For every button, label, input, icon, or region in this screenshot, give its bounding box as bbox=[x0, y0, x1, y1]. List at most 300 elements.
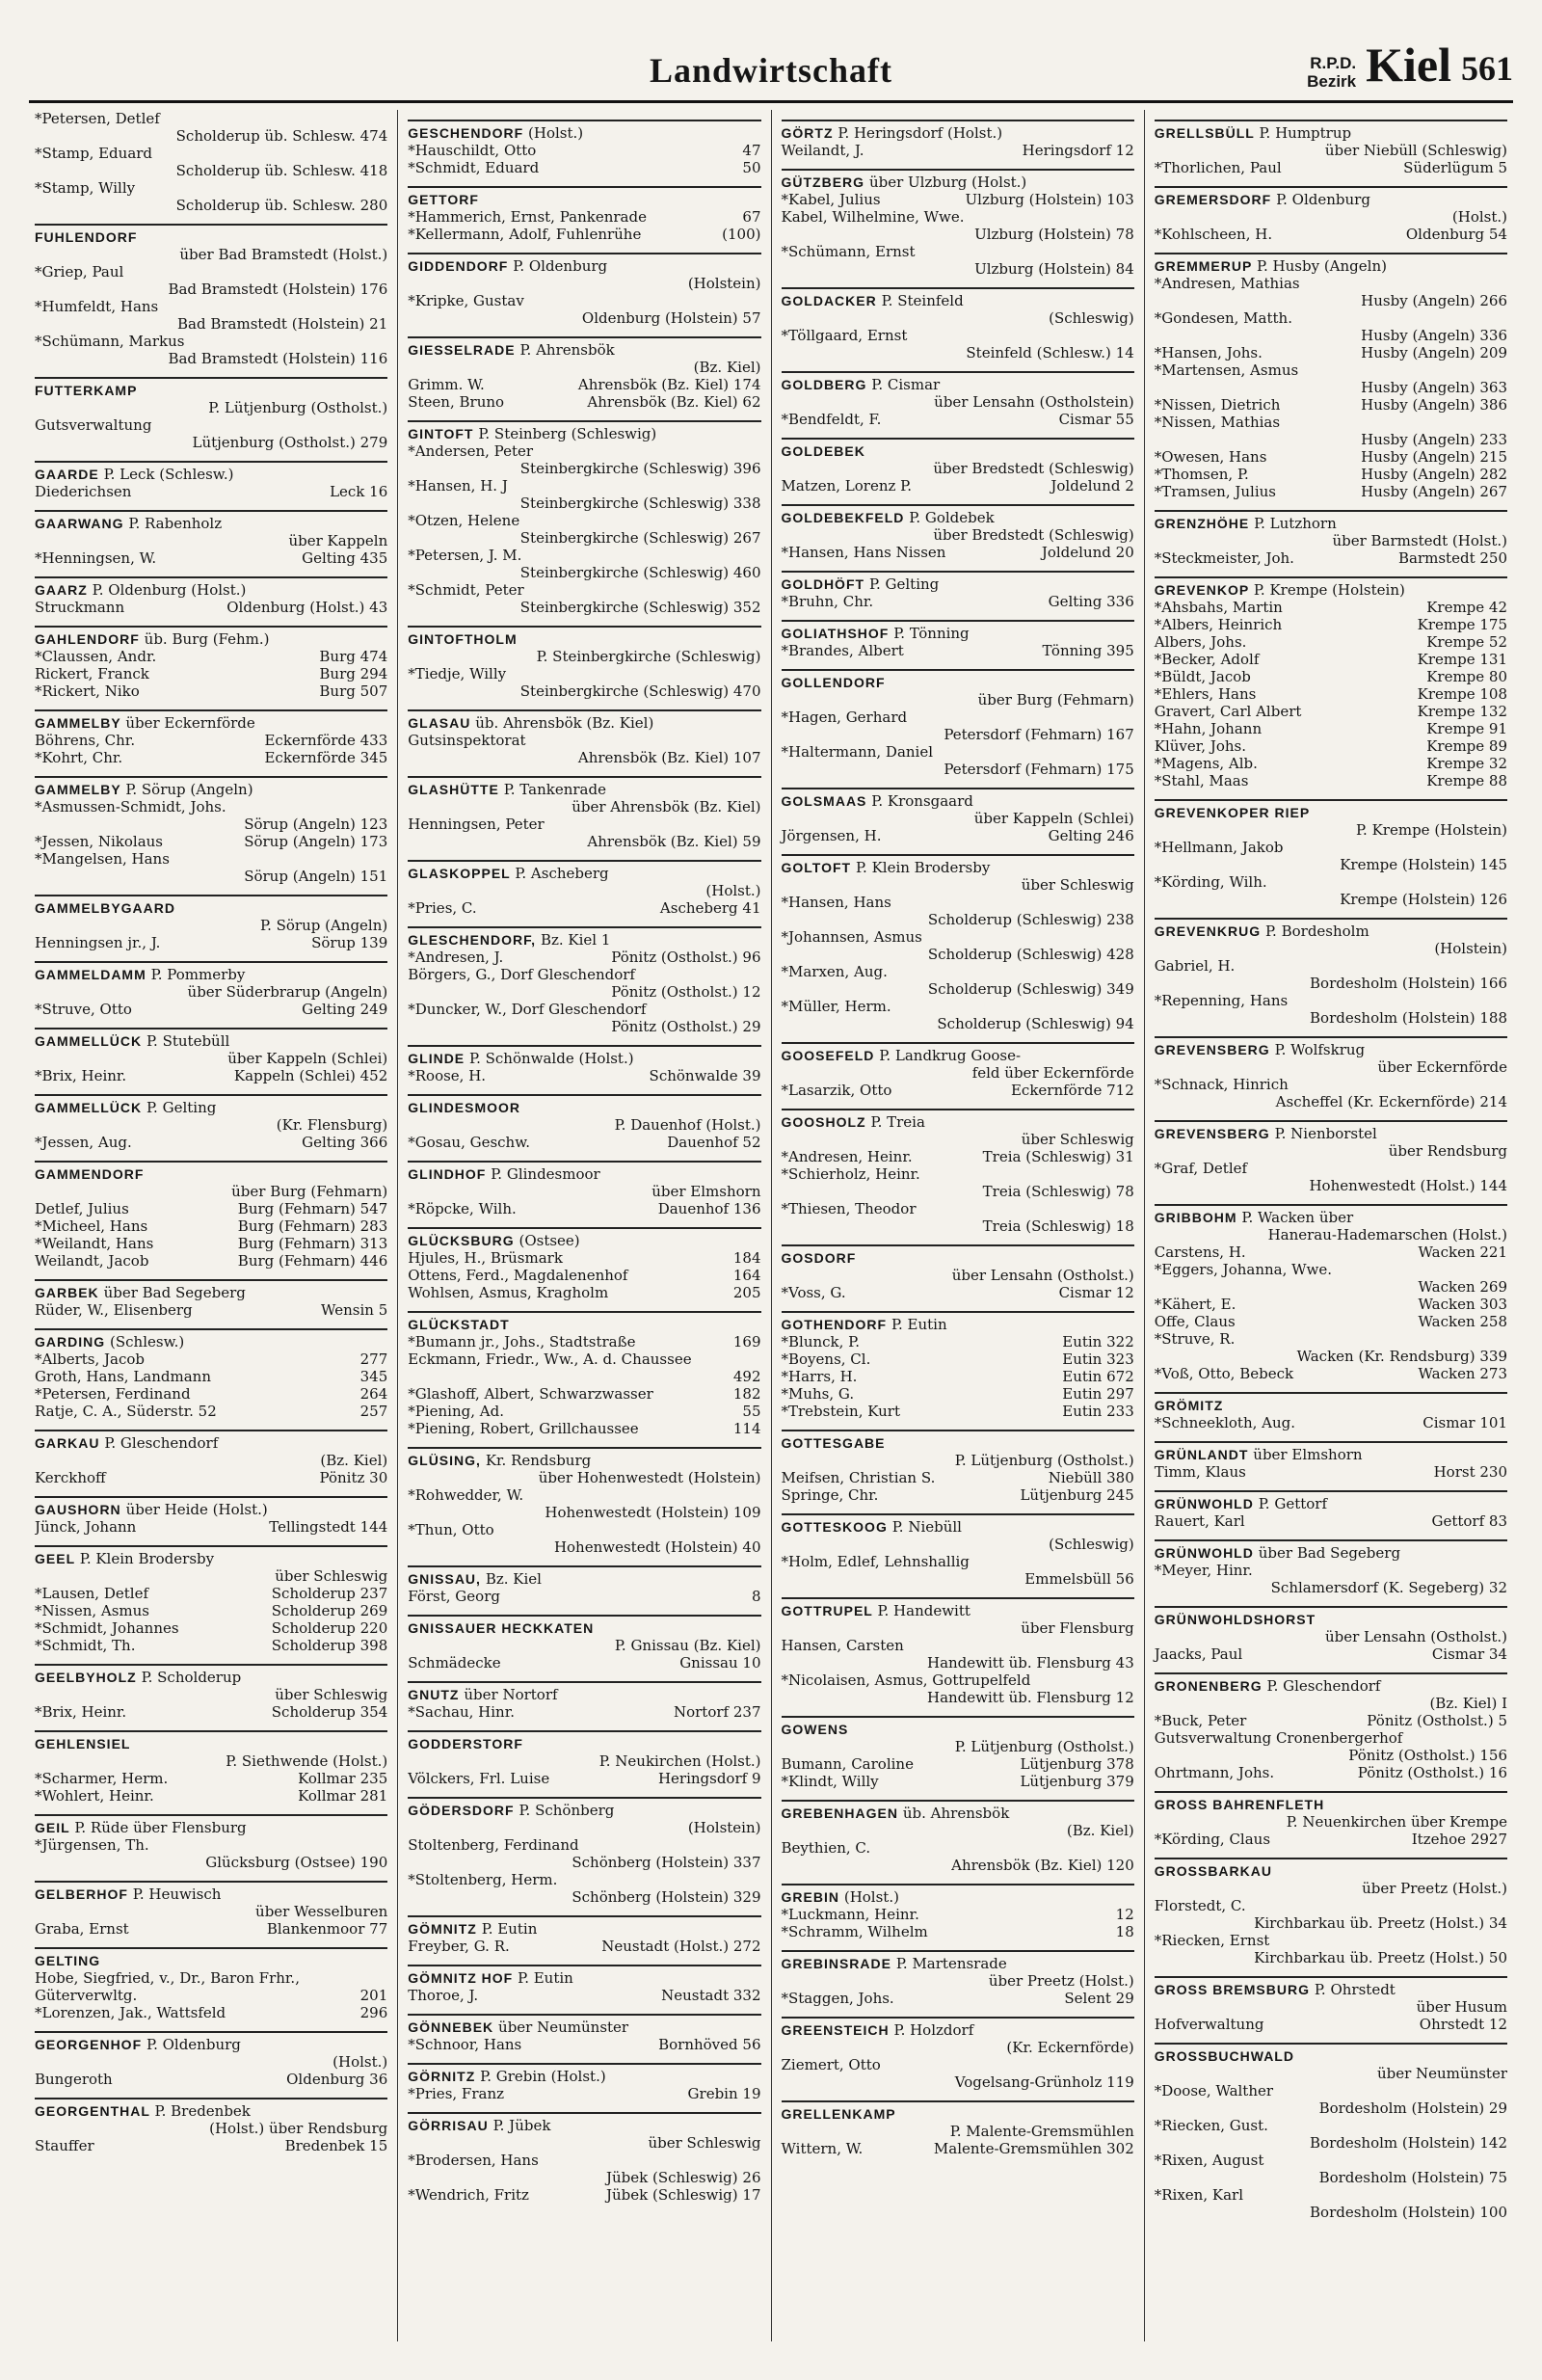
entry-location: über Lensahn (Ostholst.) bbox=[951, 1267, 1134, 1284]
entry-phone: Eutin 233 bbox=[1062, 1403, 1134, 1420]
directory-entry bbox=[408, 899, 760, 917]
place-postal: P. Humptrup bbox=[1259, 124, 1352, 142]
place-name: GÖNNEBEK bbox=[408, 2019, 494, 2035]
entry-location: über Lensahn (Ostholst.) bbox=[1324, 1628, 1507, 1645]
entry-phone: Malente-Gremsmühlen 302 bbox=[933, 2140, 1134, 2157]
header-bezirk: Bezirk bbox=[1307, 72, 1357, 91]
place-postal: P. Oldenburg bbox=[513, 257, 608, 275]
entry-name: Diederichsen bbox=[35, 483, 132, 500]
entry-location: P. Sörup (Angeln) bbox=[260, 917, 388, 934]
entry-location: Emmelsbüll 56 bbox=[1024, 1570, 1134, 1588]
entry-name: *Struve, Otto bbox=[35, 1001, 132, 1018]
directory-entry bbox=[782, 1333, 1134, 1350]
place-postal: üb. Burg (Fehm.) bbox=[144, 630, 270, 648]
entry-name: *Hagen, Gerhard bbox=[781, 709, 908, 726]
entry-name: *Scharmer, Herm. bbox=[35, 1770, 169, 1787]
entry-phone: Scholderup 398 bbox=[271, 1637, 388, 1654]
entry-location: Glücksburg (Ostsee) 190 bbox=[205, 1854, 388, 1871]
header-city: Kiel bbox=[1366, 38, 1451, 92]
place-heading bbox=[1155, 576, 1507, 599]
entry-name: *Kabel, Julius bbox=[781, 191, 881, 208]
place-name: GREBIN bbox=[781, 1889, 839, 1905]
entry-phone: Scholderup 269 bbox=[271, 1602, 388, 1619]
entry-location: über Schleswig bbox=[275, 1567, 388, 1585]
entry-phone: 67 bbox=[742, 208, 761, 226]
place-name: GAMMELLÜCK bbox=[35, 1100, 143, 1115]
entry-name: Rauert, Karl bbox=[1154, 1512, 1245, 1530]
entry-name: *Piening, Ad. bbox=[408, 1403, 504, 1420]
page-header bbox=[29, 39, 1513, 106]
entry-location: Wacken (Kr. Rendsburg) 339 bbox=[1296, 1348, 1507, 1365]
directory-entry bbox=[35, 2071, 387, 2088]
entry-name: Ziemert, Otto bbox=[781, 2056, 881, 2073]
place-name: GOLSMAAS bbox=[781, 793, 867, 809]
entry-phone: Gelting 435 bbox=[302, 549, 388, 567]
directory-entry bbox=[408, 376, 760, 393]
place-name: GREMMERUP bbox=[1154, 258, 1253, 274]
entry-location: über Husum bbox=[1416, 1998, 1507, 2016]
entry-location: über Wesselburen bbox=[255, 1903, 388, 1920]
directory-entry bbox=[35, 416, 387, 434]
directory-entry bbox=[408, 1001, 760, 1018]
entry-name: Ohrtmann, Johs. bbox=[1154, 1764, 1275, 1781]
entry-phone: 12 bbox=[1115, 1906, 1134, 1923]
place-postal: P. Cismar bbox=[871, 376, 941, 393]
entry-location: Schönberg (Holstein) 337 bbox=[572, 1854, 761, 1871]
entry-location: Sörup (Angeln) 123 bbox=[244, 816, 388, 833]
place-name: GNISSAU, bbox=[408, 1571, 481, 1587]
directory-entry bbox=[782, 593, 1134, 610]
entry-name: Völckers, Frl. Luise bbox=[408, 1770, 550, 1787]
place-heading bbox=[35, 961, 387, 983]
place-name: GEEL bbox=[35, 1551, 75, 1566]
place-postal: P. Treia bbox=[870, 1113, 925, 1131]
entry-name: *Buck, Peter bbox=[1154, 1712, 1247, 1729]
place-heading bbox=[35, 709, 387, 732]
directory-entry bbox=[408, 159, 760, 176]
entry-phone: Dauenhof 52 bbox=[667, 1134, 761, 1151]
entry-location: über Preetz (Holst.) bbox=[988, 1972, 1134, 1990]
entry-location: Hohenwestedt (Holst.) 144 bbox=[1309, 1177, 1507, 1194]
entry-name: *Harrs, H. bbox=[781, 1368, 858, 1385]
directory-entry bbox=[1155, 703, 1507, 720]
entry-phone: Tönning 395 bbox=[1042, 642, 1134, 659]
place-postal: P. Rüde über Flensburg bbox=[74, 1819, 247, 1836]
entry-location: Steinbergkirche (Schleswig) 352 bbox=[519, 599, 761, 616]
entry-name: Eckmann, Friedr., Ww., A. d. Chaussee bbox=[408, 1350, 692, 1368]
entry-name: *Rixen, August bbox=[1154, 2152, 1264, 2169]
header-rpd: R.P.D. bbox=[1310, 54, 1357, 72]
directory-entry bbox=[408, 1987, 760, 2004]
entry-phone: 257 bbox=[359, 1403, 388, 1420]
place-heading bbox=[35, 776, 387, 798]
directory-entry bbox=[1155, 275, 1507, 292]
entry-location: (Bz. Kiel) bbox=[1066, 1822, 1134, 1839]
entry-name: *Körding, Wilh. bbox=[1154, 873, 1267, 891]
entry-name: Florstedt, C. bbox=[1154, 1897, 1246, 1914]
entry-location: P. Dauenhof (Holst.) bbox=[614, 1116, 761, 1134]
entry-phone: Krempe 89 bbox=[1426, 737, 1507, 755]
entry-name: *Pries, C. bbox=[408, 899, 477, 917]
place-heading bbox=[1155, 1791, 1507, 1813]
entry-location: über Schleswig bbox=[275, 1686, 388, 1703]
place-name: GROSS BREMSBURG bbox=[1154, 1982, 1310, 1997]
place-name: GLESCHENDORF, bbox=[408, 932, 537, 948]
entry-name: *Schierholz, Heinr. bbox=[781, 1165, 920, 1183]
place-heading bbox=[35, 1279, 387, 1301]
entry-phone: Wacken 303 bbox=[1418, 1296, 1507, 1313]
directory-entry bbox=[35, 749, 387, 766]
entry-phone: Lütjenburg 245 bbox=[1020, 1486, 1134, 1504]
entry-name: Jünck, Johann bbox=[35, 1518, 137, 1536]
entry-name: Hofverwaltung bbox=[1154, 2016, 1264, 2033]
directory-entry bbox=[1155, 1243, 1507, 1261]
place-name: GOLDHÖFT bbox=[781, 576, 865, 592]
entry-name: *Bruhn, Chr. bbox=[781, 593, 874, 610]
entry-location: P. Krempe (Holstein) bbox=[1356, 821, 1507, 839]
place-postal: P. Klein Brodersby bbox=[79, 1550, 215, 1567]
entry-phone: Heringsdorf 12 bbox=[1022, 142, 1134, 159]
entry-location: über Kappeln (Schlei) bbox=[227, 1050, 388, 1067]
directory-entry bbox=[1155, 226, 1507, 243]
place-name: GAMMELBY bbox=[35, 782, 121, 797]
directory-entry bbox=[782, 1755, 1134, 1773]
entry-name: *Wohlert, Heinr. bbox=[35, 1787, 154, 1805]
directory-entry bbox=[35, 1301, 387, 1319]
directory-entry bbox=[35, 599, 387, 616]
entry-name: *Hansen, Johs. bbox=[1154, 344, 1263, 361]
entry-name: *Schmidt, Th. bbox=[35, 1637, 136, 1654]
entry-phone: Krempe 131 bbox=[1417, 651, 1507, 668]
entry-phone: 264 bbox=[359, 1385, 388, 1403]
entry-phone: 18 bbox=[1115, 1923, 1134, 1940]
directory-entry bbox=[1155, 1932, 1507, 1949]
directory-entry bbox=[35, 483, 387, 500]
entry-location: über Preetz (Holst.) bbox=[1362, 1880, 1507, 1897]
place-heading bbox=[35, 1947, 387, 1969]
entry-name: Freyber, G. R. bbox=[408, 1938, 510, 1955]
place-name: GROSSBARKAU bbox=[1154, 1863, 1272, 1879]
directory-entry bbox=[408, 2036, 760, 2053]
place-name: GLINDESMOOR bbox=[408, 1100, 521, 1115]
directory-entry bbox=[35, 263, 387, 281]
directory-entry bbox=[1155, 668, 1507, 685]
place-heading bbox=[782, 620, 1134, 642]
entry-phone: Selent 29 bbox=[1064, 1990, 1134, 2007]
directory-entry bbox=[35, 1252, 387, 1270]
entry-phone: Gelting 366 bbox=[302, 1134, 388, 1151]
directory-entry bbox=[1155, 1645, 1507, 1663]
entry-name: *Steckmeister, Joh. bbox=[1154, 549, 1294, 567]
entry-phone: Burg 474 bbox=[319, 648, 388, 665]
directory-entry bbox=[782, 1839, 1134, 1857]
directory-entry bbox=[782, 743, 1134, 761]
entry-phone: Cismar 12 bbox=[1058, 1284, 1134, 1301]
entry-name: Gravert, Carl Albert bbox=[1154, 703, 1302, 720]
entry-name: *Töllgaard, Ernst bbox=[781, 327, 908, 344]
place-postal: P. Glindesmoor bbox=[491, 1165, 600, 1183]
directory-entry bbox=[408, 949, 760, 966]
entry-phone: Ulzburg (Holstein) 103 bbox=[965, 191, 1134, 208]
entry-name: Meifsen, Christian S. bbox=[781, 1469, 936, 1486]
directory-entry bbox=[408, 1521, 760, 1538]
entry-location: Pönitz (Ostholst.) 12 bbox=[611, 983, 761, 1001]
entry-location: Ulzburg (Holstein) 78 bbox=[974, 226, 1134, 243]
place-name: GÖMNITZ bbox=[408, 1921, 477, 1937]
entry-phone: Kappeln (Schlei) 452 bbox=[233, 1067, 388, 1084]
directory-entry bbox=[1155, 957, 1507, 975]
entry-name: *Humfeldt, Hans bbox=[35, 298, 159, 315]
entry-location: P. Malente-Gremsmühlen bbox=[949, 2123, 1134, 2140]
entry-location: (Bz. Kiel) I bbox=[1429, 1695, 1507, 1712]
entry-phone: Eutin 672 bbox=[1062, 1368, 1134, 1385]
entry-location: Jübek (Schleswig) 26 bbox=[605, 2169, 761, 2186]
entry-name: Börgers, G., Dorf Gleschendorf bbox=[408, 966, 635, 983]
directory-entry bbox=[1155, 2152, 1507, 2169]
place-postal: über Bad Segeberg bbox=[103, 1284, 246, 1301]
entry-phone: Tellingstedt 144 bbox=[269, 1518, 388, 1536]
directory-entry bbox=[782, 1385, 1134, 1403]
place-heading bbox=[35, 1430, 387, 1452]
entry-name: Beythien, C. bbox=[781, 1839, 871, 1857]
entry-phone: 184 bbox=[732, 1249, 761, 1267]
place-postal: P. Schönberg bbox=[518, 1802, 615, 1819]
entry-name: *Petersen, J. M. bbox=[408, 547, 522, 564]
entry-phone: Burg (Fehmarn) 283 bbox=[237, 1217, 388, 1235]
entry-location: Ahrensbök (Bz. Kiel) 107 bbox=[577, 749, 761, 766]
entry-name: Thoroe, J. bbox=[408, 1987, 479, 2004]
directory-entry bbox=[35, 1770, 387, 1787]
entry-name: *Lasarzik, Otto bbox=[781, 1082, 892, 1099]
entry-phone: Gelting 246 bbox=[1048, 827, 1134, 844]
entry-location: (Holstein) bbox=[687, 275, 761, 292]
entry-location: Bad Bramstedt (Holstein) 116 bbox=[168, 350, 388, 367]
entry-name: *Schnoor, Hans bbox=[408, 2036, 522, 2053]
place-postal: P. Wacken über bbox=[1241, 1209, 1354, 1226]
place-heading bbox=[35, 224, 387, 246]
directory-entry bbox=[408, 477, 760, 495]
place-heading bbox=[782, 669, 1134, 691]
directory-entry bbox=[1155, 309, 1507, 327]
entry-phone: Eckernförde 712 bbox=[1010, 1082, 1134, 1099]
entry-phone: Krempe 91 bbox=[1426, 720, 1507, 737]
directory-entry bbox=[408, 1420, 760, 1437]
entry-phone: Husby (Angeln) 215 bbox=[1361, 448, 1507, 466]
directory-entry bbox=[408, 1588, 760, 1605]
entry-name: *Becker, Adolf bbox=[1154, 651, 1260, 668]
entry-phone: Nortorf 237 bbox=[673, 1703, 761, 1721]
header-region bbox=[1307, 39, 1513, 91]
directory-entry bbox=[408, 442, 760, 460]
directory-entry bbox=[1155, 1414, 1507, 1431]
entry-location: Scholderup üb. Schlesw. 474 bbox=[175, 127, 388, 145]
entry-name: *Schümann, Ernst bbox=[781, 243, 916, 260]
entry-name: *Gosau, Geschw. bbox=[408, 1134, 531, 1151]
entry-location: Steinbergkirche (Schleswig) 470 bbox=[519, 682, 761, 700]
place-heading bbox=[782, 1597, 1134, 1619]
entry-phone: Cismar 101 bbox=[1422, 1414, 1507, 1431]
place-name: GOTTESKOOG bbox=[781, 1519, 888, 1535]
entry-name: Matzen, Lorenz P. bbox=[781, 477, 912, 495]
directory-entry bbox=[1155, 1076, 1507, 1093]
entry-phone: Cismar 34 bbox=[1431, 1645, 1507, 1663]
place-name: GOLDACKER bbox=[781, 293, 877, 308]
entry-phone: Leck 16 bbox=[330, 483, 388, 500]
entry-location: über Bredstedt (Schleswig) bbox=[933, 526, 1134, 544]
entry-name: *Boyens, Cl. bbox=[781, 1350, 871, 1368]
entry-name: *Büldt, Jacob bbox=[1154, 668, 1251, 685]
directory-entry bbox=[408, 2085, 760, 2102]
place-heading bbox=[408, 253, 760, 275]
entry-phone: 50 bbox=[742, 159, 761, 176]
entry-phone: Gelting 336 bbox=[1048, 593, 1134, 610]
entry-phone: Eutin 297 bbox=[1062, 1385, 1134, 1403]
place-name: GOLLENDORF bbox=[781, 675, 886, 690]
entry-location: Husby (Angeln) 233 bbox=[1361, 431, 1507, 448]
directory-entry bbox=[408, 1654, 760, 1671]
directory-entry bbox=[408, 142, 760, 159]
place-name: GÜTZBERG bbox=[781, 174, 865, 190]
place-heading bbox=[782, 1042, 1134, 1064]
entry-name: Gabriel, H. bbox=[1154, 957, 1236, 975]
directory-entry bbox=[35, 1602, 387, 1619]
entry-name: *Rickert, Niko bbox=[35, 682, 140, 700]
directory-entry bbox=[782, 1923, 1134, 1940]
entry-name: *Hauschildt, Otto bbox=[408, 142, 537, 159]
entry-phone: Süderlügum 5 bbox=[1403, 159, 1507, 176]
directory-entry bbox=[408, 547, 760, 564]
place-heading bbox=[408, 1681, 760, 1703]
directory-entry bbox=[408, 665, 760, 682]
directory-entry bbox=[35, 1703, 387, 1721]
entry-name: *Röpcke, Wilh. bbox=[408, 1200, 517, 1217]
directory-entry bbox=[408, 1350, 760, 1368]
directory-entry bbox=[408, 2186, 760, 2204]
place-heading bbox=[1155, 1539, 1507, 1562]
entry-phone: Scholderup 237 bbox=[271, 1585, 388, 1602]
directory-entry bbox=[1155, 361, 1507, 379]
place-postal: (Holst.) bbox=[843, 1888, 899, 1906]
place-heading bbox=[35, 576, 387, 599]
directory-entry bbox=[1155, 1512, 1507, 1530]
entry-name: *Kohrt, Chr. bbox=[35, 749, 123, 766]
place-heading bbox=[35, 1545, 387, 1567]
place-name: GOOSEFELD bbox=[781, 1048, 875, 1063]
place-postal: (Holst.) bbox=[528, 124, 584, 142]
place-name: GÖMNITZ HOF bbox=[408, 1970, 514, 1986]
entry-phone: Jübek (Schleswig) 17 bbox=[605, 2186, 761, 2204]
entry-phone: Pönitz (Ostholst.) 16 bbox=[1357, 1764, 1507, 1781]
place-heading bbox=[782, 1884, 1134, 1906]
entry-location: Ascheffel (Kr. Eckernförde) 214 bbox=[1275, 1093, 1507, 1110]
entry-phone: 201 bbox=[359, 1987, 388, 2004]
directory-entry bbox=[35, 1385, 387, 1403]
place-heading bbox=[782, 1311, 1134, 1333]
directory-entry bbox=[1155, 2016, 1507, 2033]
entry-phone: Krempe 108 bbox=[1417, 685, 1507, 703]
place-name: GROSS BAHRENFLETH bbox=[1154, 1797, 1325, 1812]
place-postal: P. Oldenburg bbox=[1276, 191, 1370, 208]
entry-phone: Pönitz (Ostholst.) 5 bbox=[1367, 1712, 1507, 1729]
entry-name: *Schmidt, Johannes bbox=[35, 1619, 179, 1637]
place-name: GAARDE bbox=[35, 467, 99, 482]
place-name: GOLIATHSHOF bbox=[781, 626, 890, 641]
entry-name: *Hahn, Johann bbox=[1154, 720, 1263, 737]
entry-name: *Graf, Detlef bbox=[1154, 1160, 1248, 1177]
entry-name: Stoltenberg, Ferdinand bbox=[408, 1836, 579, 1854]
entry-name: *Hansen, Hans Nissen bbox=[781, 544, 946, 561]
entry-location: Schlamersdorf (K. Segeberg) 32 bbox=[1270, 1579, 1507, 1596]
entry-name: *Riecken, Ernst bbox=[1154, 1932, 1270, 1949]
entry-location: Hohenwestedt (Holstein) 40 bbox=[553, 1538, 761, 1556]
entry-name: *Wendrich, Fritz bbox=[408, 2186, 529, 2204]
header-rpd-block bbox=[1307, 54, 1356, 91]
place-postal: Kr. Rendsburg bbox=[485, 1452, 592, 1469]
directory-entry bbox=[1155, 992, 1507, 1009]
place-name: GRONENBERG bbox=[1154, 1678, 1263, 1694]
entry-location: über Lensahn (Ostholstein) bbox=[934, 393, 1134, 411]
directory-entry bbox=[1155, 1562, 1507, 1579]
entry-phone: Burg (Fehmarn) 446 bbox=[237, 1252, 388, 1270]
entry-name: Wittern, W. bbox=[781, 2140, 864, 2157]
place-name: GNUTZ bbox=[408, 1687, 460, 1702]
entry-name: *Thomsen, P. bbox=[1154, 466, 1249, 483]
entry-location: Bad Bramstedt (Holstein) 21 bbox=[177, 315, 388, 333]
directory-entry bbox=[782, 1148, 1134, 1165]
directory-entry bbox=[782, 477, 1134, 495]
directory-entry bbox=[35, 2004, 387, 2021]
directory-entry bbox=[35, 732, 387, 749]
directory-entry bbox=[1155, 483, 1507, 500]
entry-location: Bordesholm (Holstein) 188 bbox=[1310, 1009, 1507, 1027]
place-name: GÖDERSDORF bbox=[408, 1803, 515, 1818]
place-heading bbox=[782, 120, 1134, 142]
place-name: GREVENSBERG bbox=[1154, 1126, 1270, 1141]
entry-location: über Neumünster bbox=[1376, 2065, 1507, 2082]
entry-name: Weilandt, J. bbox=[781, 142, 864, 159]
entry-phone: 169 bbox=[732, 1333, 761, 1350]
entry-phone: 277 bbox=[359, 1350, 388, 1368]
entry-name: *Nissen, Dietrich bbox=[1154, 396, 1281, 414]
place-postal: P. Husby (Angeln) bbox=[1256, 257, 1387, 275]
entry-name: *Tramsen, Julius bbox=[1154, 483, 1276, 500]
place-name: GÖRNITZ bbox=[408, 2069, 476, 2084]
entry-phone: Husby (Angeln) 386 bbox=[1361, 396, 1507, 414]
directory-entry bbox=[782, 1200, 1134, 1217]
place-heading bbox=[782, 788, 1134, 810]
place-postal: P. Krempe (Holstein) bbox=[1253, 581, 1405, 599]
entry-name: *Hellmann, Jakob bbox=[1154, 839, 1284, 856]
place-name: GRELLSBÜLL bbox=[1154, 125, 1255, 141]
entry-location: Treia (Schleswig) 18 bbox=[982, 1217, 1134, 1235]
directory-entry bbox=[408, 512, 760, 529]
entry-name: *Lorenzen, Jak., Wattsfeld bbox=[35, 2004, 226, 2021]
place-heading bbox=[1155, 120, 1507, 142]
entry-location: Krempe (Holstein) 145 bbox=[1340, 856, 1507, 873]
directory-entry bbox=[1155, 549, 1507, 567]
directory-entry bbox=[782, 998, 1134, 1015]
place-heading bbox=[1155, 1490, 1507, 1512]
place-postal: über Heide (Holst.) bbox=[125, 1501, 268, 1518]
place-postal: P. Niebüll bbox=[891, 1518, 962, 1536]
entry-location: P. Lütjenburg (Ostholst.) bbox=[208, 399, 388, 416]
directory-entry bbox=[408, 292, 760, 309]
place-heading bbox=[782, 504, 1134, 526]
directory-entry bbox=[782, 1350, 1134, 1368]
directory-entry bbox=[408, 1486, 760, 1504]
place-heading bbox=[1155, 799, 1507, 821]
place-name: GEELBYHOLZ bbox=[35, 1670, 137, 1685]
